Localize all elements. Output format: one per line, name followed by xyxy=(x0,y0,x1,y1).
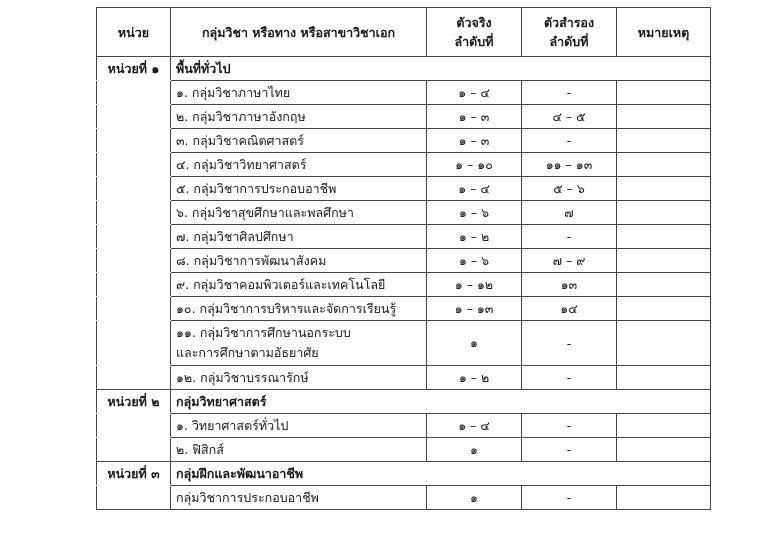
section-title: พื้นที่ทั่วไป xyxy=(171,57,711,81)
unit-cell xyxy=(97,177,171,201)
note-cell xyxy=(617,321,711,366)
main-rank-cell: ๑ – ๓ xyxy=(427,105,522,129)
header-reserve xyxy=(522,8,617,57)
section-header-row xyxy=(97,57,711,81)
table-row xyxy=(97,249,711,273)
unit-label: หน่วยที่ ๒ xyxy=(97,390,171,414)
header-row xyxy=(97,8,711,57)
subject-cell: กลุ่มวิชาการประกอบอาชีพ xyxy=(171,486,427,510)
unit-cell xyxy=(97,225,171,249)
subject-cell: ๔. กลุ่มวิชาวิทยาศาสตร์ xyxy=(171,153,427,177)
table-row xyxy=(97,201,711,225)
main-rank-cell: ๑ – ๔ xyxy=(427,81,522,105)
subject-cell: ๖. กลุ่มวิชาสุขศึกษาและพลศึกษา xyxy=(171,201,427,225)
main-rank-cell: ๑ xyxy=(427,321,522,366)
table-row xyxy=(97,81,711,105)
note-cell xyxy=(617,225,711,249)
subject-cell: ๑. วิทยาศาสตร์ทั่วไป xyxy=(171,414,427,438)
reserve-rank-cell: - xyxy=(522,321,617,366)
unit-cell xyxy=(97,321,171,366)
reserve-rank-cell: - xyxy=(522,129,617,153)
section-header-row xyxy=(97,390,711,414)
subject-cell: ๑. กลุ่มวิชาภาษาไทย xyxy=(171,81,427,105)
table-row xyxy=(97,366,711,390)
unit-label: หน่วยที่ ๓ xyxy=(97,462,171,486)
subject-cell: ๑๒. กลุ่มวิชาบรรณารักษ์ xyxy=(171,366,427,390)
table-row xyxy=(97,438,711,462)
main-rank-cell: ๑ xyxy=(427,486,522,510)
note-cell xyxy=(617,297,711,321)
unit-cell xyxy=(97,366,171,390)
unit-cell xyxy=(97,438,171,462)
subject-line1: ๑๑. กลุ่มวิชาการศึกษานอกระบบ xyxy=(176,325,351,340)
section-title: กลุ่มฝึกและพัฒนาอาชีพ xyxy=(171,462,711,486)
note-cell xyxy=(617,438,711,462)
note-cell xyxy=(617,249,711,273)
section-title: กลุ่มวิทยาศาสตร์ xyxy=(171,390,711,414)
reserve-rank-cell: ๑๑ – ๑๓ xyxy=(522,153,617,177)
reserve-rank-cell: - xyxy=(522,486,617,510)
header-main xyxy=(427,8,522,57)
main-rank-cell: ๑ – ๖ xyxy=(427,201,522,225)
note-cell xyxy=(617,366,711,390)
section-header-row xyxy=(97,462,711,486)
note-cell xyxy=(617,201,711,225)
table-row xyxy=(97,273,711,297)
unit-cell xyxy=(97,201,171,225)
table-row xyxy=(97,129,711,153)
reserve-rank-cell: - xyxy=(522,81,617,105)
main-rank-cell: ๑ – ๒ xyxy=(427,366,522,390)
table-row xyxy=(97,153,711,177)
note-cell xyxy=(617,177,711,201)
subject-cell: ๒. ฟิสิกส์ xyxy=(171,438,427,462)
unit-cell xyxy=(97,81,171,105)
subject-cell: ๗. กลุ่มวิชาศิลปศึกษา xyxy=(171,225,427,249)
note-cell xyxy=(617,81,711,105)
note-cell xyxy=(617,153,711,177)
reserve-rank-cell: ๑๓ xyxy=(522,273,617,297)
main-rank-cell: ๑ – ๖ xyxy=(427,249,522,273)
reserve-rank-cell: ๗ – ๙ xyxy=(522,249,617,273)
subject-cell: ๒. กลุ่มวิชาภาษาอังกฤษ xyxy=(171,105,427,129)
quota-table xyxy=(96,7,711,510)
unit-cell xyxy=(97,414,171,438)
main-rank-cell: ๑ – ๒ xyxy=(427,225,522,249)
subject-cell: ๙. กลุ่มวิชาคอมพิวเตอร์และเทคโนโลยี xyxy=(171,273,427,297)
header-main-line2: ลำดับที่ xyxy=(454,34,494,49)
unit-cell xyxy=(97,297,171,321)
note-cell xyxy=(617,414,711,438)
unit-cell xyxy=(97,153,171,177)
header-subject: กลุ่มวิชา หรือทาง หรือสาขาวิชาเอก xyxy=(171,8,427,57)
reserve-rank-cell: ๕ – ๖ xyxy=(522,177,617,201)
main-rank-cell: ๑ – ๑๓ xyxy=(427,297,522,321)
table-row xyxy=(97,321,711,366)
main-rank-cell: ๑ – ๔ xyxy=(427,177,522,201)
table-row xyxy=(97,486,711,510)
note-cell xyxy=(617,486,711,510)
subject-line2: และการศึกษาตามอัธยาศัย xyxy=(176,345,319,360)
header-note: หมายเหตุ xyxy=(617,8,711,57)
main-rank-cell: ๑ – ๔ xyxy=(427,414,522,438)
header-reserve-line2: ลำดับที่ xyxy=(549,34,589,49)
reserve-rank-cell: - xyxy=(522,225,617,249)
subject-cell xyxy=(171,321,427,366)
reserve-rank-cell: ๗ xyxy=(522,201,617,225)
note-cell xyxy=(617,129,711,153)
reserve-rank-cell: - xyxy=(522,414,617,438)
subject-cell: ๕. กลุ่มวิชาการประกอบอาชีพ xyxy=(171,177,427,201)
reserve-rank-cell: ๑๔ xyxy=(522,297,617,321)
reserve-rank-cell: - xyxy=(522,438,617,462)
table-row xyxy=(97,297,711,321)
unit-cell xyxy=(97,486,171,510)
subject-cell: ๘. กลุ่มวิชาการพัฒนาสังคม xyxy=(171,249,427,273)
main-rank-cell: ๑ – ๑๒ xyxy=(427,273,522,297)
unit-cell xyxy=(97,249,171,273)
table-row xyxy=(97,414,711,438)
reserve-rank-cell: ๔ – ๕ xyxy=(522,105,617,129)
main-rank-cell: ๑ – ๑๐ xyxy=(427,153,522,177)
table-row xyxy=(97,105,711,129)
unit-label: หน่วยที่ ๑ xyxy=(97,57,171,81)
subject-cell: ๑๐. กลุ่มวิชาการบริหารและจัดการเรียนรู้ xyxy=(171,297,427,321)
table-row xyxy=(97,225,711,249)
main-rank-cell: ๑ – ๓ xyxy=(427,129,522,153)
note-cell xyxy=(617,273,711,297)
unit-cell xyxy=(97,273,171,297)
header-unit: หน่วย xyxy=(97,8,171,57)
main-rank-cell: ๑ xyxy=(427,438,522,462)
unit-cell xyxy=(97,129,171,153)
header-main-line1: ตัวจริง xyxy=(456,15,492,30)
unit-cell xyxy=(97,105,171,129)
header-reserve-line1: ตัวสำรอง xyxy=(543,15,595,30)
reserve-rank-cell: - xyxy=(522,366,617,390)
table-row xyxy=(97,177,711,201)
note-cell xyxy=(617,105,711,129)
subject-cell: ๓. กลุ่มวิชาคณิตศาสตร์ xyxy=(171,129,427,153)
